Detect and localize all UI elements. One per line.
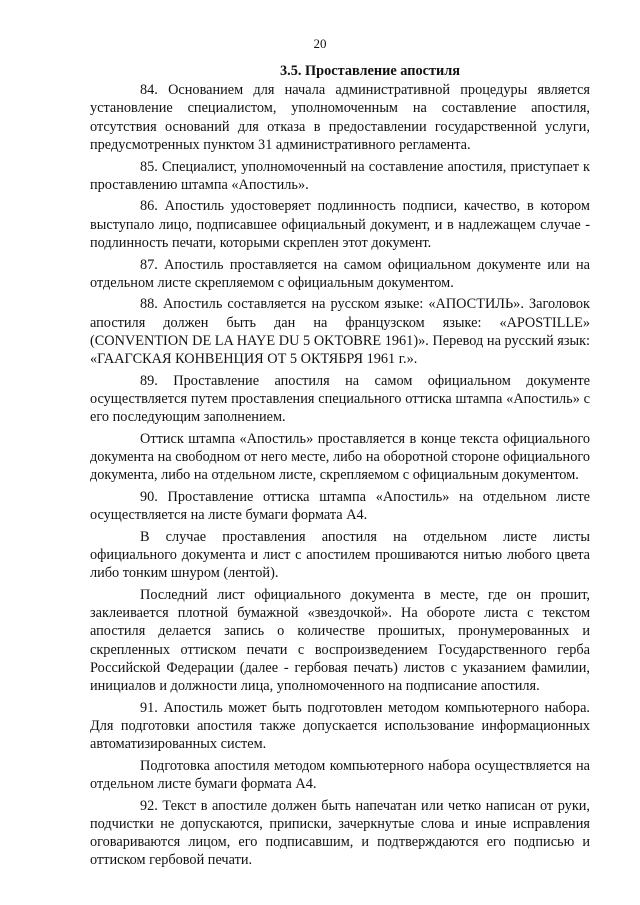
paragraph-86: 86. Апостиль удостоверяет подлинность подписи, качество, в котором выступало лицо, подписавшее официальный документ, и в надлежащем случае - подлинность печати, которыми скреплен этот документ. (90, 198, 590, 251)
paragraph-85: 85. Специалист, уполномоченный на составление апостиля, приступает к проставлению штампа «Апостиль». (90, 158, 590, 193)
paragraph-90: 90. Проставление оттиска штампа «Апостиль» на отдельном листе осуществляется на листе бумаги формата А4. (90, 488, 590, 524)
page-number: 20 (313, 36, 327, 51)
paragraph-90-last-sheet: Последний лист официального документа в месте, где он прошит, заклеивается плотной бумажной «звездочкой». На обороте листа с текстом апостиля делается запись о количестве прошитых, пронумерованных и скрепленных оттиском печати с воспроизведением Государственного герба Российской Федерации (далее - гербовая печать) листов с указанием фамилии, инициалов и должности лица, уполномоченного на подписание апостиля. (90, 586, 590, 694)
paragraph-91-computer-typing: Подготовка апостиля методом компьютерного набора осуществляется на отдельном листе бумаги формата А4. (90, 757, 590, 793)
paragraph-92: 92. Текст в апостиле должен быть напечатан или четко написан от руки, подчистки не допускаются, приписки, зачеркнутые слова и иные исправления оговариваются лицом, его подписавшим, и подтверждаются его подписью и оттиском гербовой печати. (90, 797, 590, 869)
paragraph-89-stamp-placement: Оттиск штампа «Апостиль» проставляется в конце текста официального документа на свободном от него месте, либо на оборотной стороне официального документа, либо на отдельном листе, скрепляемом с официальным документом. (90, 430, 590, 484)
paragraph-84: 84. Основанием для начала административной процедуры является установление специалистом, уполномоченным на составление апостиля, отсутствия оснований для отказа в предоставлении государственной услуги, предусмотренных пунктом 31 административного регламента. (90, 82, 590, 153)
paragraph-89: 89. Проставление апостиля на самом официальном документе осуществляется путем проставления специального оттиска штампа «Апостиль» с его последующим заполнением. (90, 372, 590, 426)
paragraph-88: 88. Апостиль составляется на русском языке: «АПОСТИЛЬ». Заголовок апостиля должен быть дан на французском языке: «APOSTILLE» (CONVENTION DE LA HAYE DU 5 OKTOBRE 1961)». Перевод на русский язык: «ГААГСКАЯ КОНВЕНЦИЯ ОТ 5 ОКТЯБРЯ 1961 г.». (90, 296, 590, 368)
document-body (90, 62, 590, 873)
paragraph-87: 87. Апостиль проставляется на самом официальном документе или на отдельном листе скрепляемом с официальным документом. (90, 256, 590, 291)
section-heading: 3.5. Проставление апостиля (280, 63, 460, 79)
paragraph-90-binding: В случае проставления апостиля на отдельном листе листы официального документа и лист с апостилем прошиваются нитью любого цвета либо тонким шнуром (лентой). (90, 528, 590, 582)
paragraph-91: 91. Апостиль может быть подготовлен методом компьютерного набора. Для подготовки апостиля также допускается использование информационных автоматизированных систем. (90, 699, 590, 753)
